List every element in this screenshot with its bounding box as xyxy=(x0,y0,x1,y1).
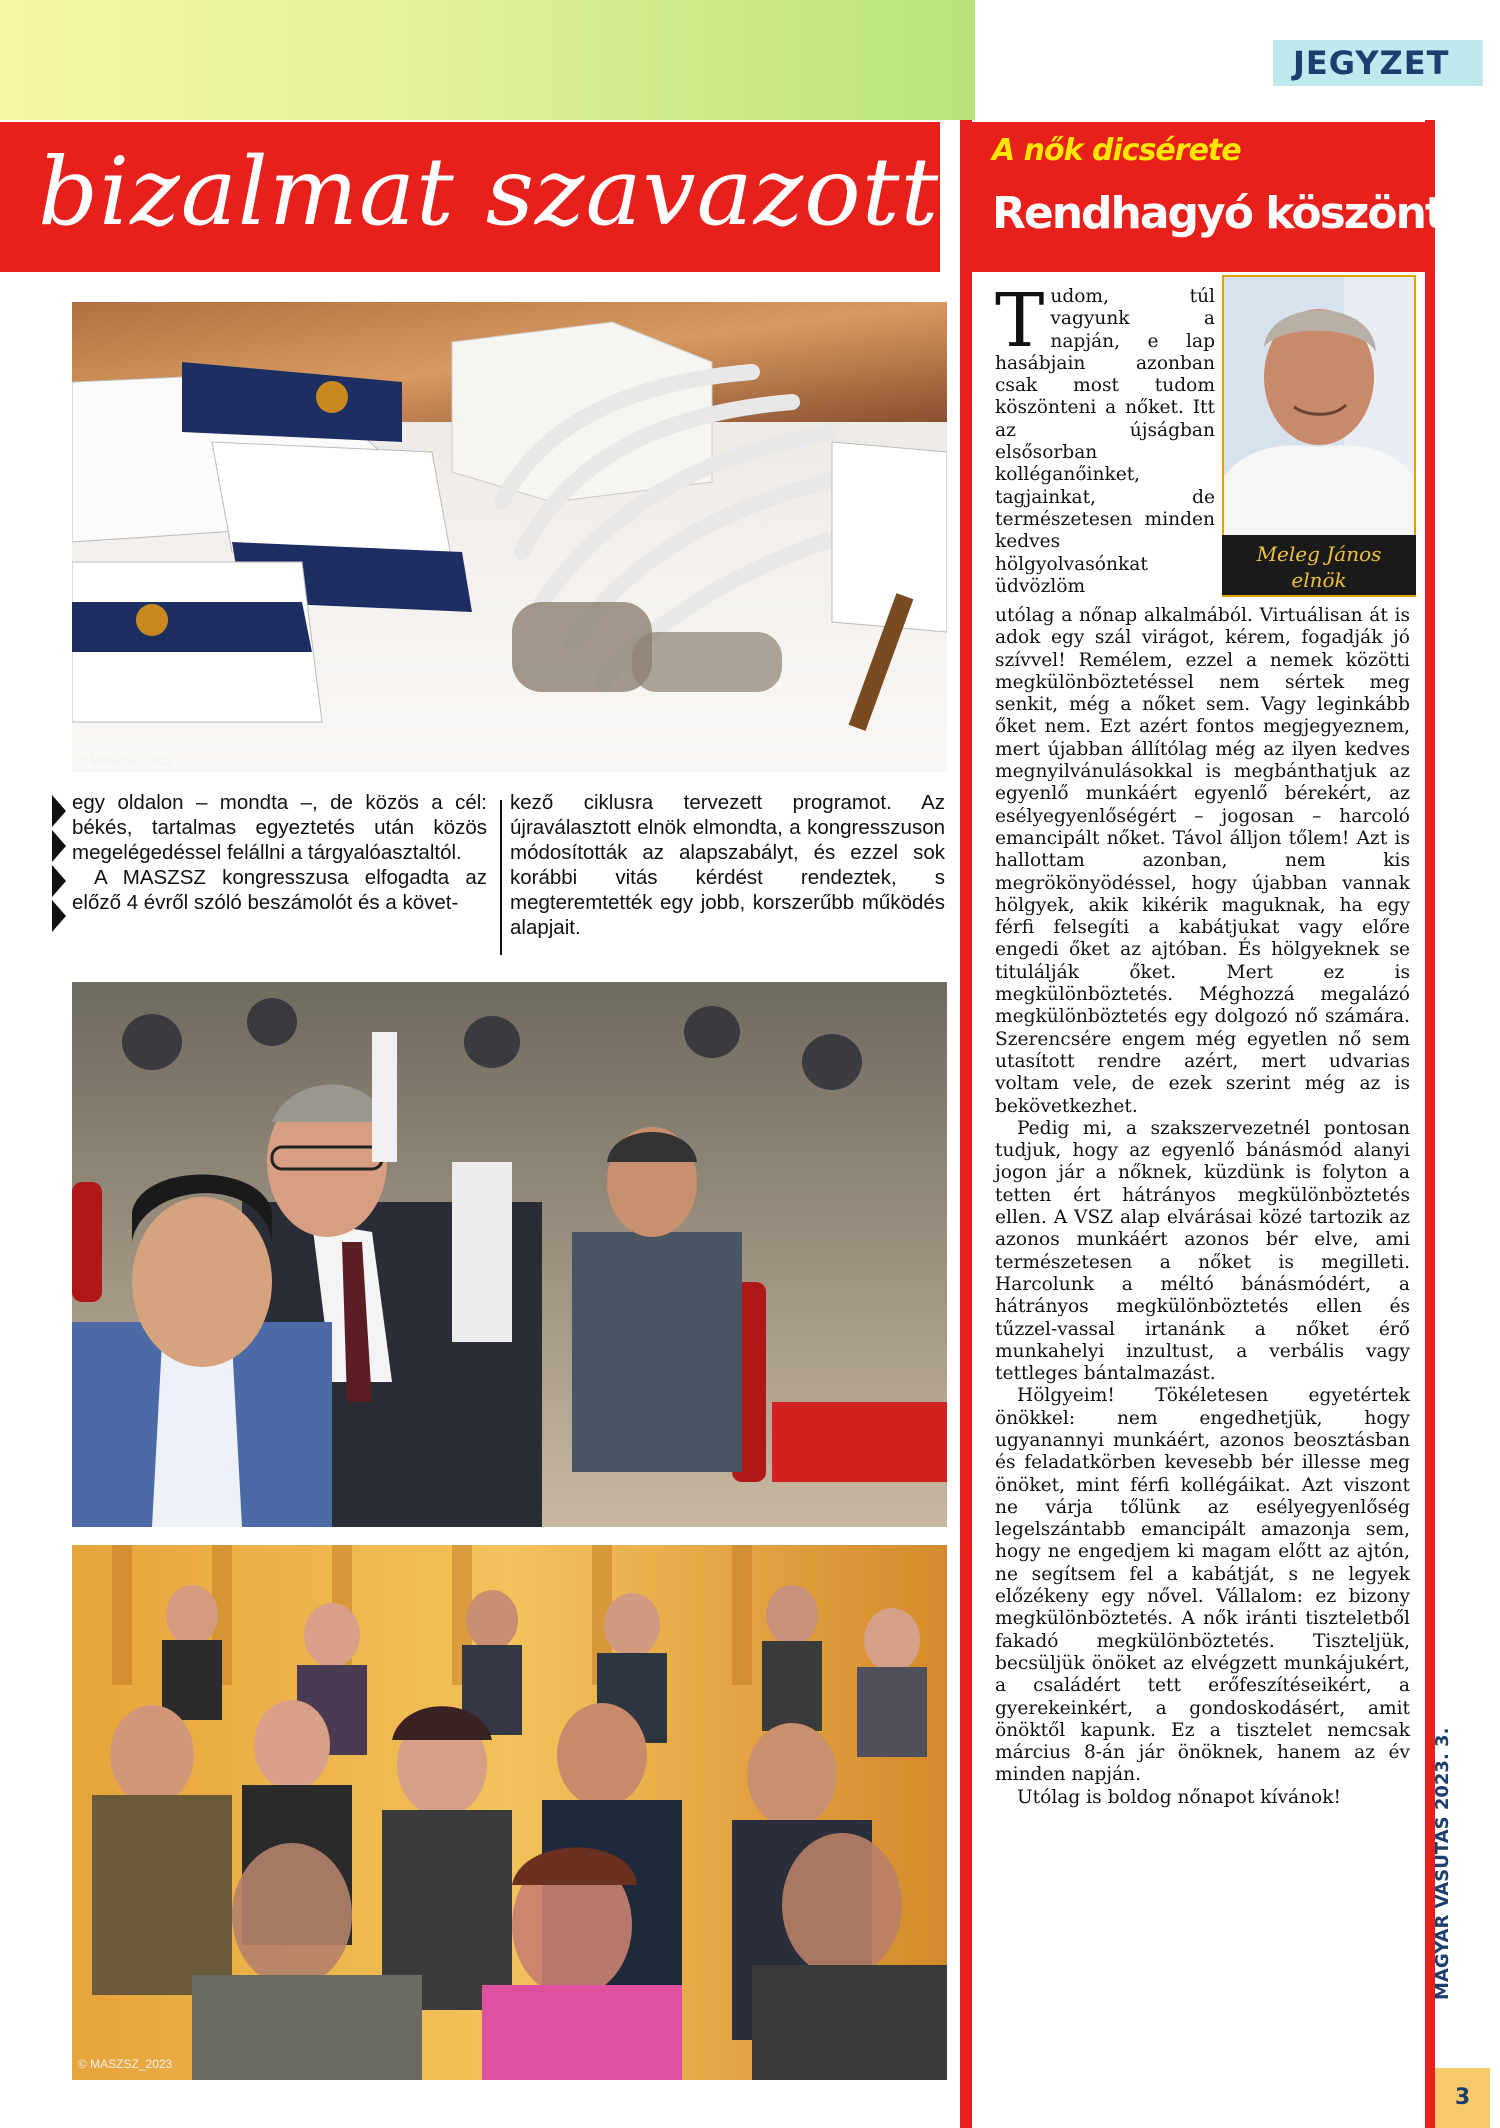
photo-voting-delegates xyxy=(72,982,947,1527)
left-article-title: bizalmat szavazott xyxy=(38,138,940,247)
section-tag: JEGYZET xyxy=(1273,40,1483,86)
right-article-title: Rendhagyó köszöntő xyxy=(992,188,1473,239)
right-article-kicker: A nők dicsérete xyxy=(992,133,1241,168)
left-paragraph: kező ciklusra tervezett programot. Az újraválasztott elnök elmondta, a kongresszuson módosították az alapszabályt, és ezzel sok korábbi vitás kérdést rendeztek, s megteremtették egy jobb, korszerűbb működés alapjait. xyxy=(510,791,945,939)
left-paragraph: egy oldalon – mondta –, de közös a cél: békés, tartalmas egyeztetés után közös megelégedéssel felállni a tárgyalóasztaltól. xyxy=(72,791,487,864)
right-article-intro xyxy=(995,278,1215,598)
photo-badges-lanyards xyxy=(72,302,947,772)
article-paragraph: Pedig mi, a szakszervezetnél pontosan tudjuk, hogy az egyenlő bánásmód alanyi jogon jár a nőknek, küzdünk is folyton a tetten ért hátrányos megkülönböztetés ellen. A VSZ alap elvárásai közé tartozik az azonos munkáért azonos bér elve, ami természetesen a nőket is megilleti. Harcolunk a méltó bánásmódért, a hátrányos megkülönböztetés ellen és tűzzel-vassal irtanánk a nőket érő munkahelyi inzultust, a verbális vagy tettleges bántalmazást. xyxy=(995,1117,1410,1385)
page-number: 3 xyxy=(1435,2068,1490,2128)
photo-credit: © MASZSZ_2023 xyxy=(78,754,173,768)
portrait-role: elnök xyxy=(1291,568,1347,592)
bullet-triangle xyxy=(52,865,66,897)
article-paragraph xyxy=(995,278,1215,598)
photo-badges-svg xyxy=(72,302,947,772)
bullet-triangle xyxy=(52,900,66,932)
left-article-column-2 xyxy=(510,790,945,940)
drop-cap: T xyxy=(995,278,1045,364)
article-paragraph: utólag a nőnap alkalmából. Virtuálisan át is adok egy szál virágot, kérem, fogadják jó szívvel! Remélem, ezzel a nemek közötti megkülönböztetéssel nem sértek meg senkit, még a nőket sem. Vagy leginkább őket nem. Ezt azért fontos megjegyeznem, mert újabban állítólag még az ilyen kedves megnyilvánulásokkal is megbánthatjuk az egyenlő munkáért egyenlő bérekért, az esélyegyenlőségért – jogosan – harcoló emancipált nőket. Távol álljon tőlem! Azt is hallottam azonban, nem kis megrökönyödéssel, hogy újabban vannak hölgyek, akik kikérik maguknak, ha egy férfi felsegíti a kabátjukat vagy előre engedi őket az ajtóban. És hölgyeknek se titulálják őket. Mert ez is megkülönböztetés. Méghozzá megalázó megkülönböztetés egy dolgozó nő számára. Szerencsére engem még egyetlen nő sem utasított rendre azért, mert udvarias voltam vele, de ezek szerint még az is bekövetkezhet. xyxy=(995,605,1410,1117)
bullet-triangle xyxy=(52,795,66,827)
portrait-caption xyxy=(1222,535,1416,595)
article-paragraph: Hölgyeim! Tökéletesen egyetértek önökkel: nem engedhetjük, hogy ugyanannyi munkáért, azonos beosztásban és feladatkörben kevesebb bér illesse meg önöket, mint férfi kollégáikat. Azt viszont ne várja tőlünk az esélyegyenlőség legelszántabb emancipált amazonja sem, hogy ne engedjem ki magam előtt az ajtón, ne segítsem fel a kabátját, s ne legyek előzékeny egy nővel. Vállalom: ez bizony megkülönböztetés. A nők iránti tiszteletből fakadó megkülönböztetés. Tiszteljük, becsüljük önöket az elvégzett munkájukért, a családért tett erőfeszítéseikért, a gyerekeinkért, a gondoskodásért, amit önöktől kapunk. Ez a tisztelet nemcsak március 8-án jár önöknek, hanem az év minden napján. xyxy=(995,1385,1410,1786)
portrait-name: Meleg János xyxy=(1256,542,1382,566)
photo-audience-svg xyxy=(72,1545,947,2080)
left-paragraph: A MASZSZ kongresszusa elfogadta az előző 4 évről szóló beszámolót és a követ- xyxy=(72,866,487,914)
magazine-side-label: MAGYAR VASUTAS 2023. 3. xyxy=(1432,1727,1453,2000)
top-gradient-band xyxy=(0,0,975,120)
article-paragraph-start: udom, túl vagyunk a napján, e lap hasábjain azonban csak most tudom köszönteni a nőket. Itt az újságban elsősorban kolléganőinket, tagjainkat, de természetesen minden kedves hölgyolvasónkat üdvözlöm xyxy=(995,286,1215,597)
bullet-triangle xyxy=(52,830,66,862)
photo-voting-svg xyxy=(72,982,947,1527)
left-article-column-1 xyxy=(72,790,487,915)
photo-audience xyxy=(72,1545,947,2080)
article-paragraph: Utólag is boldog nőnapot kívánok! xyxy=(1017,1786,1341,1808)
photo-credit: © MASZSZ_2023 xyxy=(78,2057,173,2071)
column-divider xyxy=(500,800,502,955)
right-article-body xyxy=(995,605,1410,1809)
